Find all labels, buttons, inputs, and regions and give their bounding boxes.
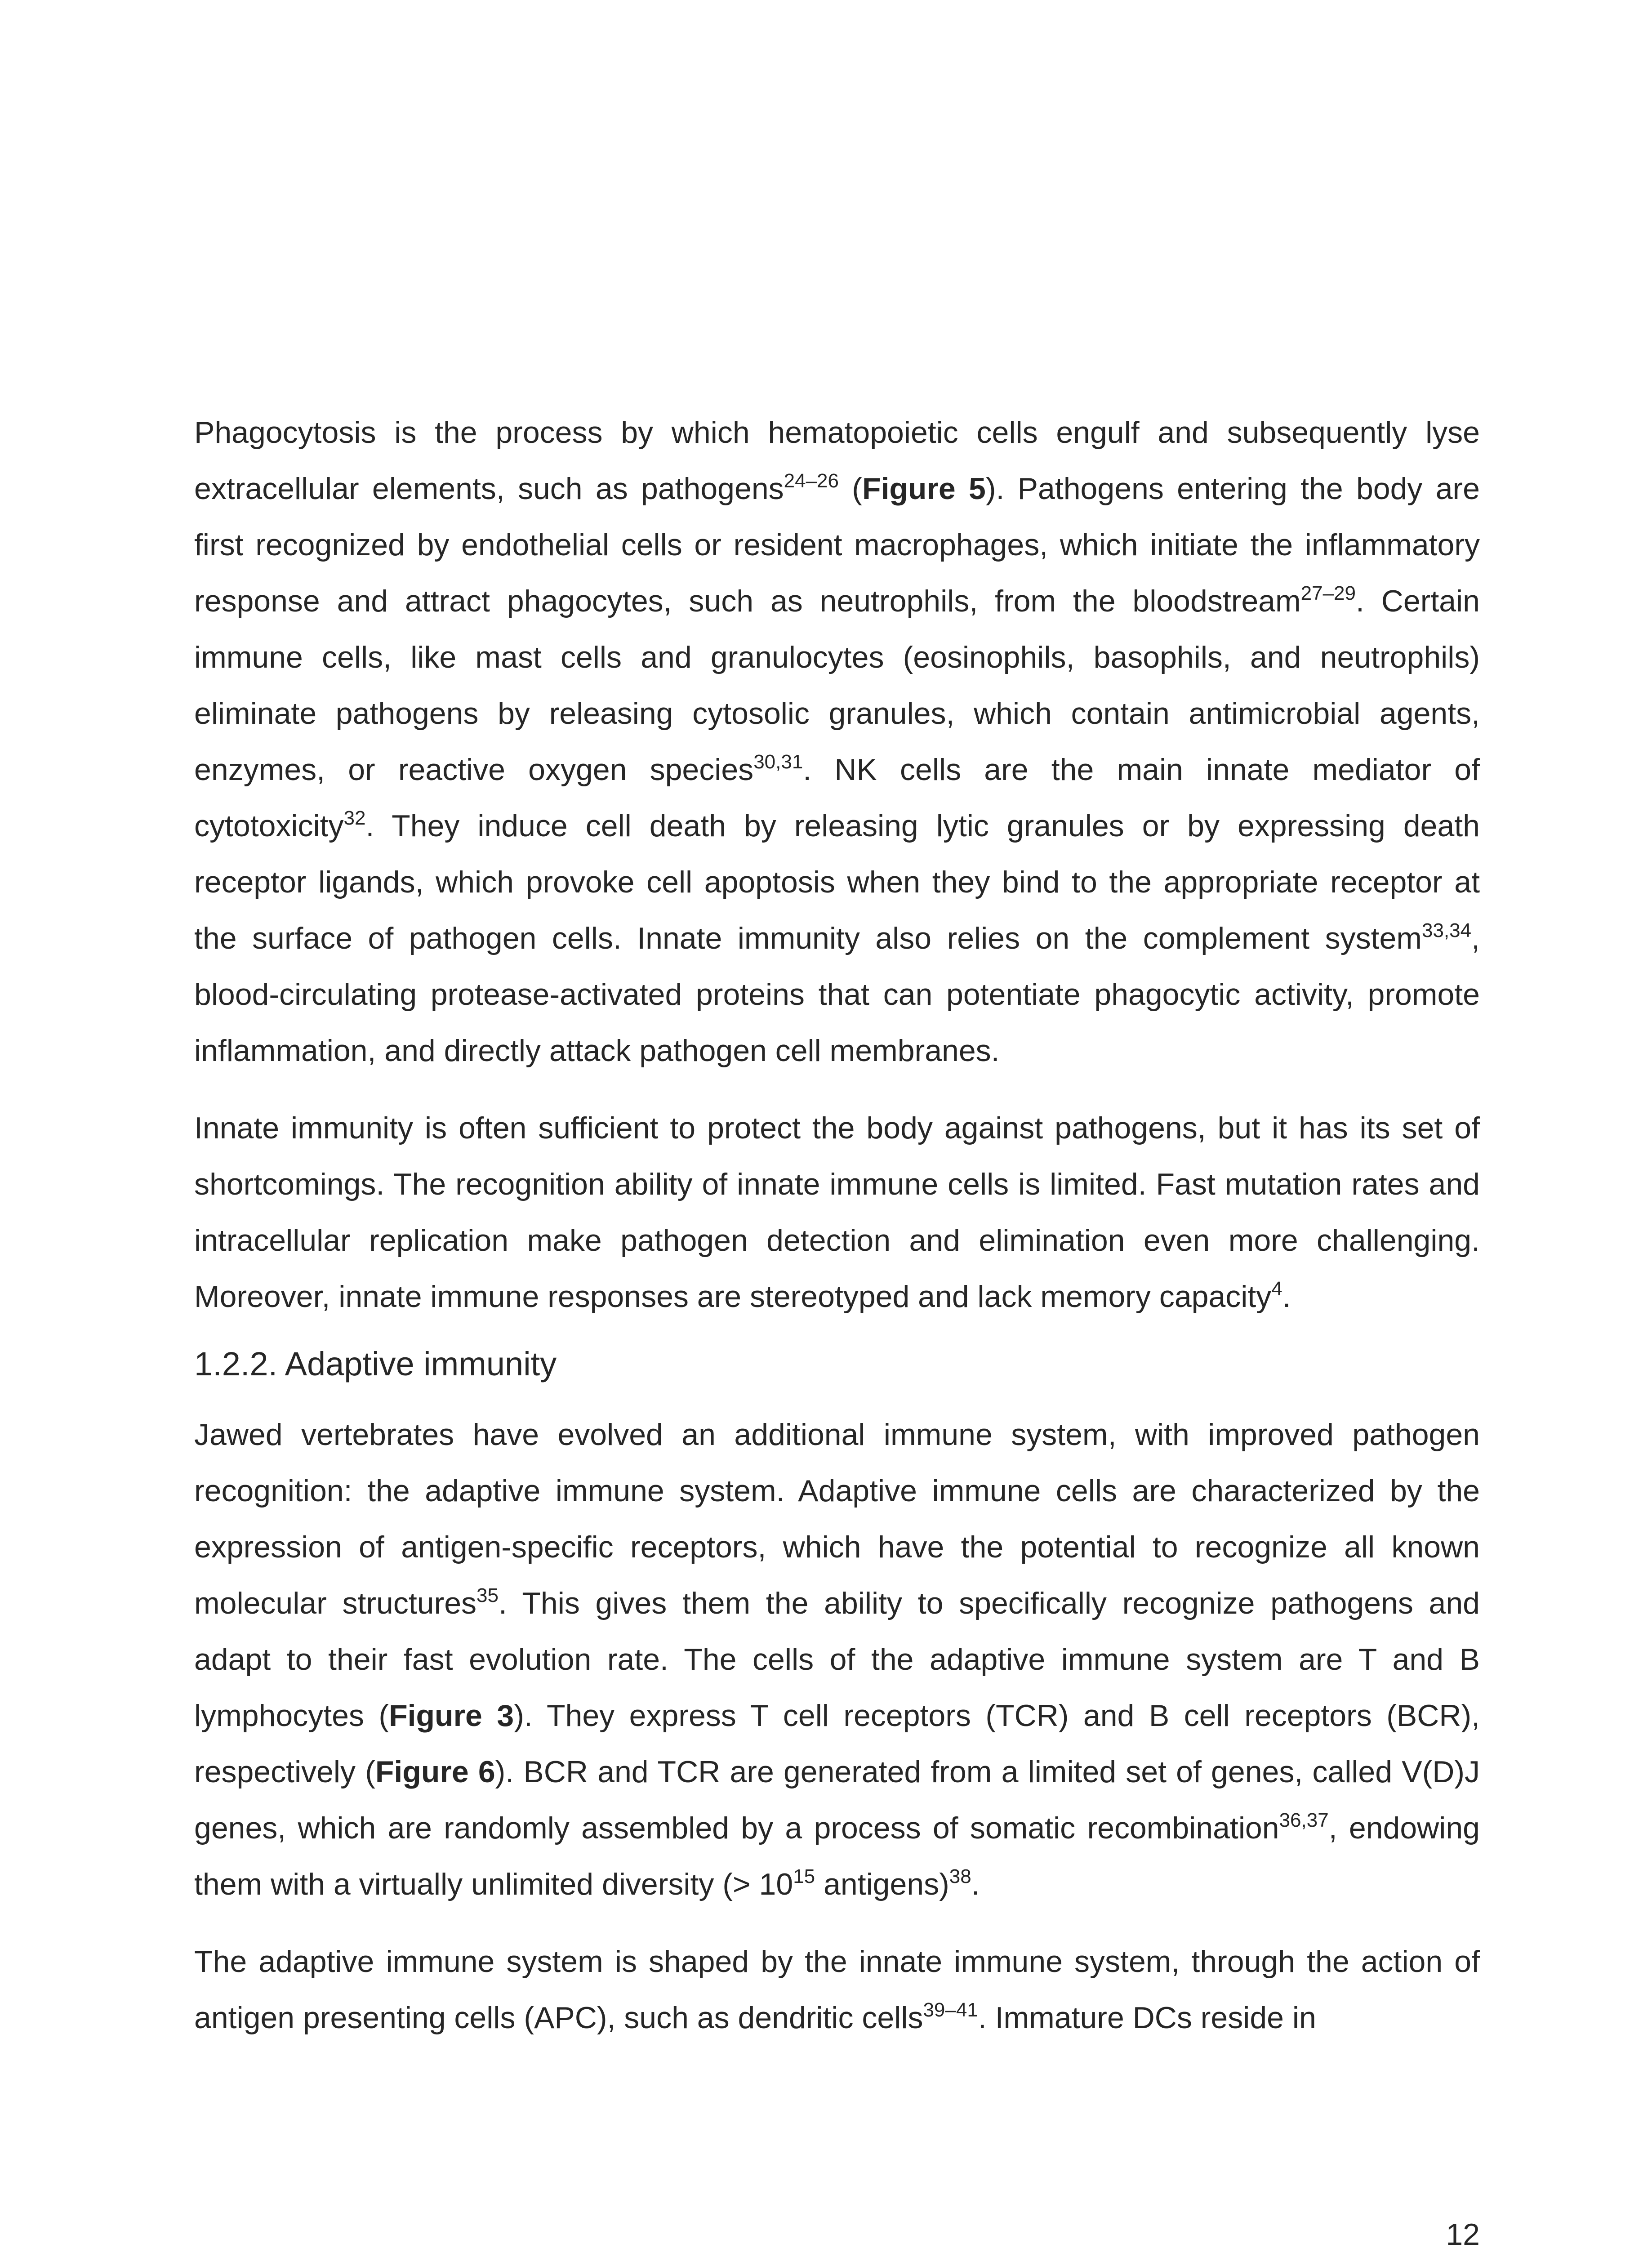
citation-superscript: 30,31 (753, 751, 803, 773)
paragraph-apc (194, 1934, 1480, 2046)
text-run: . This gives them the ability to specifically recognize pathogens and adapt to their fast evolution rate. The cells of the adaptive immune system are T and B lymphocytes ( (194, 1586, 1480, 1733)
text-run: ). They express T cell receptors (TCR) and B cell receptors (BCR), respectively ( (194, 1699, 1480, 1789)
paragraph-phagocytosis (194, 405, 1480, 1079)
paragraph-innate-limits (194, 1100, 1480, 1325)
text-run: ( (839, 472, 862, 506)
text-run: . (1282, 1280, 1291, 1314)
text-run: ). Pathogens entering the body are first recognized by endothelial cells or resident macrophages, which initiate the inflammatory response and attract phagocytes, such as neutrophils, from the bloodstream (194, 472, 1480, 618)
text-run: , endowing them with a virtually unlimited diversity (> 10 (194, 1811, 1480, 1901)
page-number: 12 (1446, 2217, 1480, 2248)
citation-superscript: 33,34 (1421, 919, 1472, 941)
text-run: Innate immunity is often sufficient to protect the body against pathogens, but it has its set of shortcomings. The recognition ability of innate immune cells is limited. Fast mutation rates and intracellular replication make pathogen detection and elimination even more challenging. Moreover, innate immune responses are stereotyped and lack memory capacity (194, 1111, 1480, 1314)
section-heading: 1.2.2. Adaptive immunity (194, 1345, 557, 1383)
figure-reference: Figure 6 (375, 1755, 495, 1789)
text-run: . Immature DCs reside in (978, 2001, 1316, 2035)
citation-superscript: 38 (949, 1865, 971, 1887)
citation-superscript: 36,37 (1279, 1809, 1329, 1831)
text-run: . Certain immune cells, like mast cells and granulocytes (eosinophils, basophils, and neutrophils) eliminate pathogens by releasing cytosolic granules, which contain antimicrobial agents, enzymes, or reactive oxygen species (194, 584, 1480, 787)
citation-superscript: 27–29 (1300, 582, 1356, 604)
body-text (194, 405, 1480, 2067)
citation-superscript: 24–26 (784, 470, 839, 492)
text-run: Jawed vertebrates have evolved an additional immune system, with improved pathogen recognition: the adaptive immune system. Adaptive immune cells are characterized by the expression of antigen-specific receptors, which have the potential to recognize all known molecular structures (194, 1418, 1480, 1620)
text-run: . (971, 1867, 980, 1901)
citation-superscript: 4 (1271, 1278, 1282, 1300)
exponent-superscript: 15 (793, 1865, 815, 1887)
citation-superscript: 39–41 (923, 1999, 978, 2021)
citation-superscript: 32 (343, 807, 366, 829)
figure-reference: Figure 5 (862, 472, 986, 506)
text-run: ). BCR and TCR are generated from a limited set of genes, called V(D)J genes, which are randomly assembled by a process of somatic recombination (194, 1755, 1480, 1845)
paragraph-adaptive-immunity (194, 1407, 1480, 1913)
text-run: antigens) (815, 1867, 949, 1901)
text-run: . NK cells are the main innate mediator of cytotoxicity (194, 753, 1480, 843)
text-run: , blood-circulating protease-activated proteins that can potentiate phagocytic activity, promote inflammation, and directly attack pathogen cell membranes. (194, 921, 1480, 1068)
figure-reference: Figure 3 (389, 1699, 514, 1733)
text-run: Phagocytosis is the process by which hematopoietic cells engulf and subsequently lyse extracellular elements, such as pathogens (194, 415, 1480, 506)
text-run: . They induce cell death by releasing lytic granules or by expressing death receptor ligands, which provoke cell apoptosis when they bind to the appropriate receptor at the surface of pathogen cells. Innate immunity also relies on the complement system (194, 809, 1480, 955)
citation-superscript: 35 (476, 1584, 499, 1606)
text-run: The adaptive immune system is shaped by the innate immune system, through the action of antigen presenting cells (APC), such as dendritic cells (194, 1945, 1480, 2035)
